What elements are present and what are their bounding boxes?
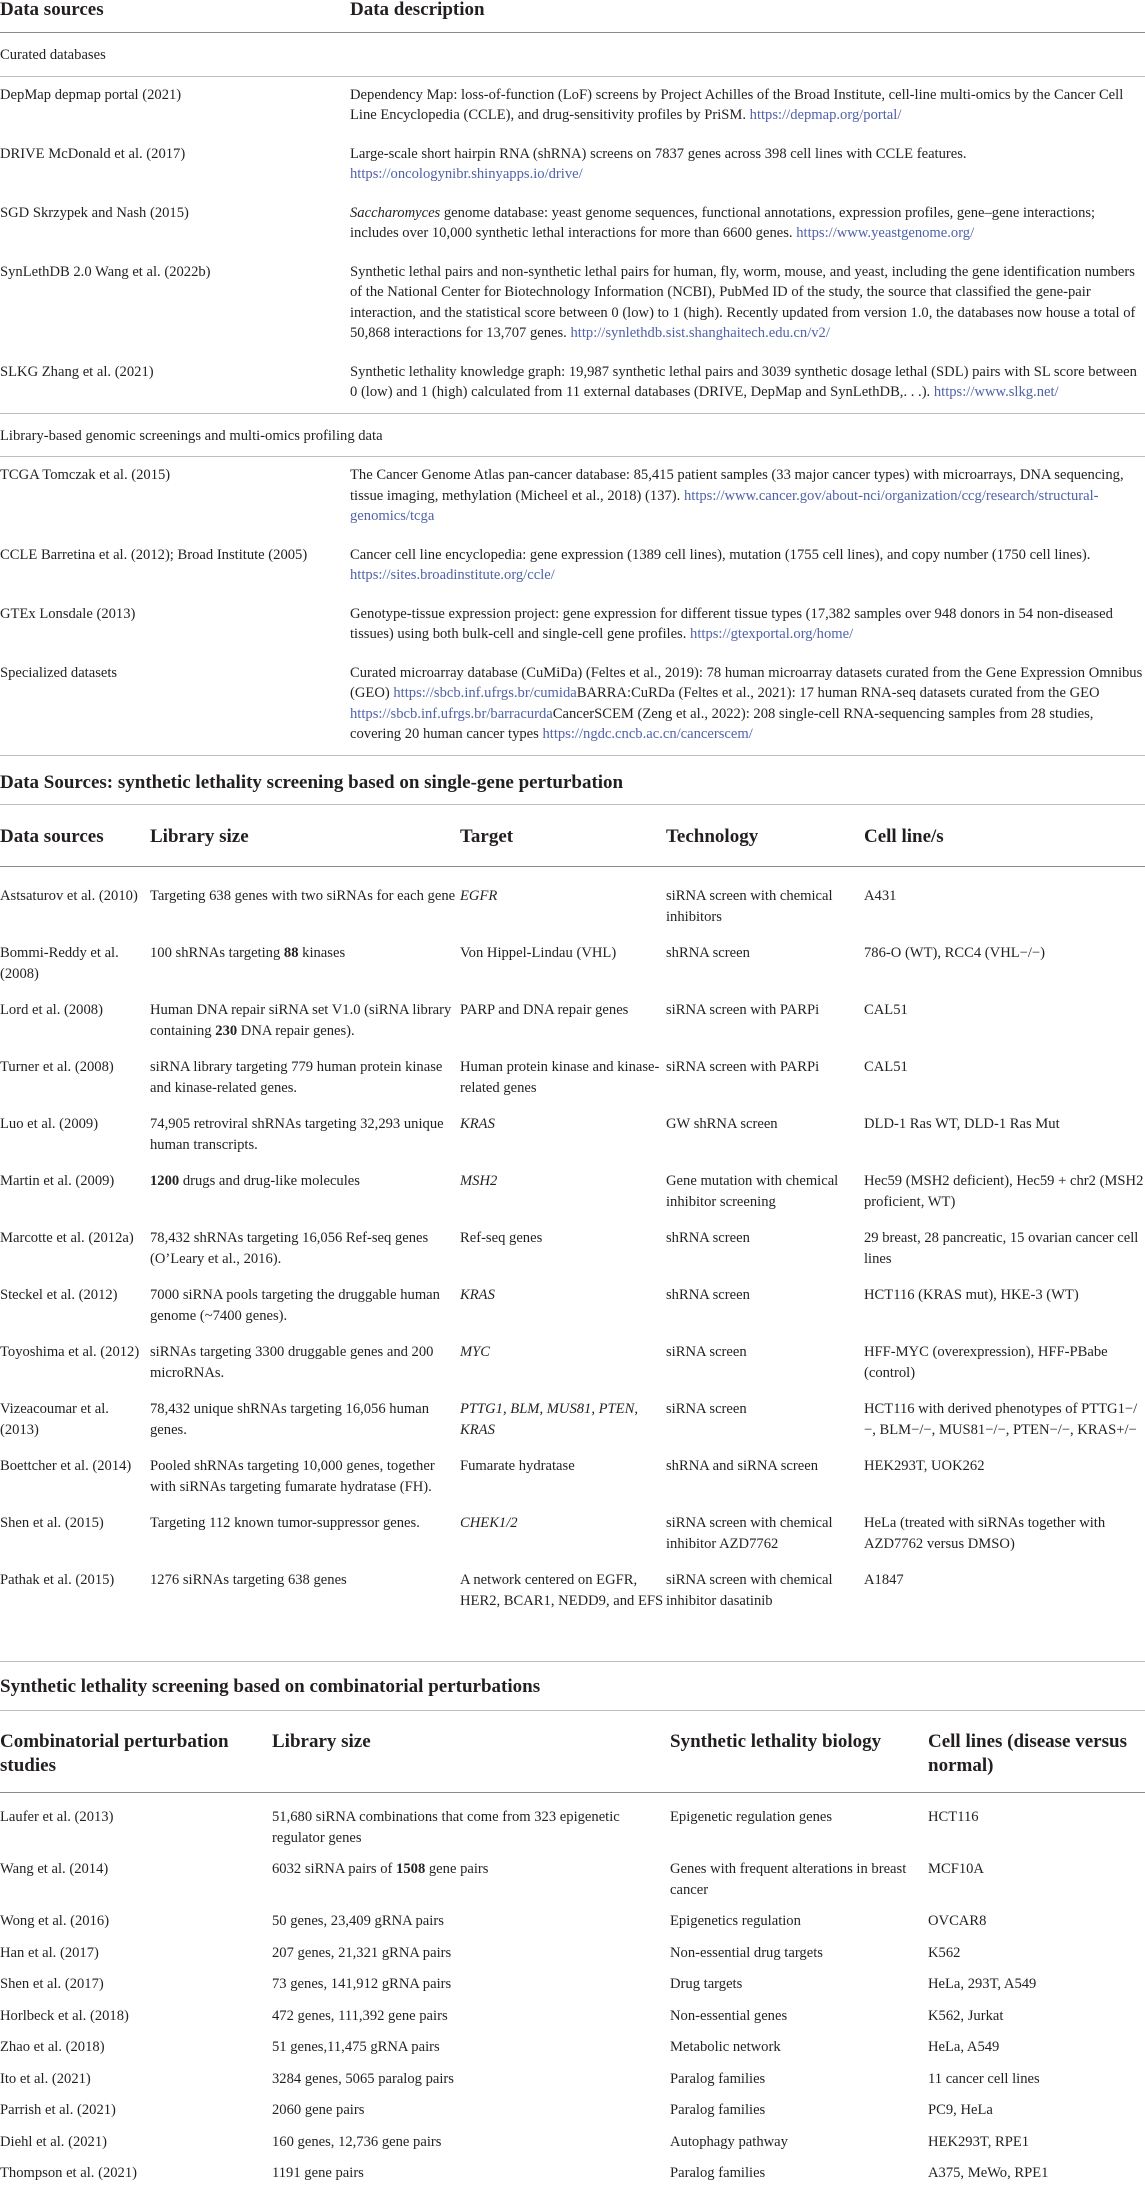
cell-lines-cell: 11 cancer cell lines xyxy=(928,2070,1040,2087)
table-row xyxy=(0,1220,1145,1277)
technology-cell: shRNA screen xyxy=(666,1230,750,1246)
target-cell: KRAS xyxy=(460,1116,495,1132)
header-data-description: Data description xyxy=(350,0,485,20)
table-row xyxy=(0,1937,1145,1969)
divider xyxy=(0,1661,1145,1662)
header-target: Target xyxy=(460,826,514,847)
target-cell: PTTG1, BLM, MUS81, PTEN, KRAS xyxy=(460,1401,638,1438)
cell-lines-cell: A375, MeWo, RPE1 xyxy=(928,2165,1049,2181)
table-row xyxy=(0,992,1145,1049)
cell-lines-cell: A1847 xyxy=(864,1572,904,1588)
header-cell-lines: Cell lines (disease versus normal) xyxy=(928,1731,1127,1776)
technology-cell: Gene mutation with chemical inhibitor screening xyxy=(666,1173,839,1210)
cell-lines-cell: HCT116 with derived phenotypes of PTTG1−/−, BLM−/−, MUS81−/−, PTEN−/−, KRAS+/− xyxy=(864,1401,1138,1438)
target-cell: Fumarate hydratase xyxy=(460,1458,575,1474)
table-row xyxy=(0,2063,1145,2095)
biology-cell: Paralog families xyxy=(670,2070,766,2087)
biology-cell: Genes with frequent alterations in breast cancer xyxy=(670,1861,907,1898)
description-cell xyxy=(350,537,1145,596)
source-cell: Steckel et al. (2012) xyxy=(0,1287,118,1303)
source-cell: TCGA Tomczak et al. (2015) xyxy=(0,467,171,483)
source-link[interactable]: https://sbcb.inf.ufrgs.br/cumida xyxy=(393,685,577,701)
table-row xyxy=(0,254,1145,354)
description-cell xyxy=(350,195,1145,254)
target-cell: Ref-seq genes xyxy=(460,1230,543,1246)
library-cell: 472 genes, 111,392 gene pairs xyxy=(272,2007,448,2024)
source-link[interactable]: https://www.yeastgenome.org/ xyxy=(796,225,975,241)
description-text: Synthetic lethal pairs and non-synthetic lethal pairs for human, fly, worm, mouse, and yeast, including the gene identification numbers of the National Center for Biotechnology Information (NCBI), PubMed ID of the study, the source that classified the gene-pair interaction, and the statistical score between 0 (low) to 1 (high). Recently updated from version 1.0, the databases now house a total of 50,868 interactions for 13,707 genes. xyxy=(350,263,1136,341)
cell-lines-cell: CAL51 xyxy=(864,1059,908,1075)
library-cell: 2060 gene pairs xyxy=(272,2102,365,2118)
technology-cell: shRNA screen xyxy=(666,945,750,961)
source-cell: Pathak et al. (2015) xyxy=(0,1572,115,1588)
target-cell: MSH2 xyxy=(460,1173,498,1189)
study-cell: Wong et al. (2016) xyxy=(0,1913,110,1929)
cell-lines-cell: 29 breast, 28 pancreatic, 15 ovarian cancer cell lines xyxy=(864,1230,1139,1267)
technology-cell: siRNA screen with chemical inhibitor dasatinib xyxy=(666,1572,833,1609)
cell-lines-cell: HEK293T, UOK262 xyxy=(864,1458,985,1474)
description-cell xyxy=(350,457,1145,537)
source-cell: Bommi-Reddy et al. (2008) xyxy=(0,945,119,982)
source-cell: Shen et al. (2015) xyxy=(0,1515,104,1531)
section-row xyxy=(0,413,1145,457)
technology-cell: siRNA screen xyxy=(666,1344,747,1360)
cell-lines-cell: A431 xyxy=(864,888,897,904)
library-cell: 51 genes,11,475 gRNA pairs xyxy=(272,2039,440,2055)
cell-lines-cell: HeLa, 293T, A549 xyxy=(928,1976,1037,1992)
biology-cell: Epigenetic regulation genes xyxy=(670,1809,833,1825)
library-cell: 6032 siRNA pairs of 1508 gene pairs xyxy=(272,1861,489,1877)
source-cell: Toyoshima et al. (2012) xyxy=(0,1344,140,1360)
header-data-sources: Data sources xyxy=(0,0,104,20)
description-text: Large-scale short hairpin RNA (shRNA) screens on 7837 genes across 398 cell lines with CCLE features. xyxy=(350,145,967,162)
library-cell: 1200 drugs and drug-like molecules xyxy=(150,1173,360,1189)
cell-lines-cell: 786-O (WT), RCC4 (VHL−/−) xyxy=(864,945,1046,961)
library-cell: Human DNA repair siRNA set V1.0 (siRNA library containing 230 DNA repair genes). xyxy=(150,1002,452,1039)
source-cell: Astsaturov et al. (2010) xyxy=(0,888,138,904)
biology-cell: Non-essential drug targets xyxy=(670,1944,823,1961)
table-row xyxy=(0,935,1145,992)
cell-lines-cell: DLD-1 Ras WT, DLD-1 Ras Mut xyxy=(864,1116,1060,1132)
header-library-size: Library size xyxy=(272,1731,371,1752)
source-link[interactable]: https://www.slkg.net/ xyxy=(933,384,1059,400)
study-cell: Diehl et al. (2021) xyxy=(0,2133,107,2150)
study-cell: Horlbeck et al. (2018) xyxy=(0,2007,129,2024)
biology-cell: Paralog families xyxy=(670,2165,766,2181)
cell-lines-cell: CAL51 xyxy=(864,1002,908,1018)
data-sources-table xyxy=(0,0,1145,756)
table-row xyxy=(0,1106,1145,1163)
library-cell: Targeting 112 known tumor-suppressor genes. xyxy=(150,1515,420,1531)
source-cell: DepMap depmap portal (2021) xyxy=(0,86,182,103)
technology-cell: siRNA screen with PARPi xyxy=(666,1059,820,1075)
library-cell: 100 shRNAs targeting 88 kinases xyxy=(150,945,346,961)
source-link[interactable]: https://oncologynibr.shinyapps.io/drive/ xyxy=(350,166,583,182)
cell-lines-cell: Hec59 (MSH2 deficient), Hec59 + chr2 (MSH2 proficient, WT) xyxy=(864,1173,1144,1210)
technology-cell: siRNA screen with PARPi xyxy=(666,1002,820,1018)
table-row xyxy=(0,136,1145,195)
source-cell: CCLE Barretina et al. (2012); Broad Institute (2005) xyxy=(0,546,308,563)
cell-lines-cell: PC9, HeLa xyxy=(928,2102,993,2118)
source-link[interactable]: https://sbcb.inf.ufrgs.br/barracurda xyxy=(350,705,553,722)
description-text: Cancer cell line encyclopedia: gene expression (1389 cell lines), mutation (1755 cell lines), and copy number (1750 cell lines). xyxy=(350,546,1091,563)
study-cell: Zhao et al. (2018) xyxy=(0,2039,105,2055)
source-cell: SLKG Zhang et al. (2021) xyxy=(0,363,154,380)
library-cell: 7000 siRNA pools targeting the druggable human genome (~7400 genes). xyxy=(150,1287,440,1324)
source-cell: Luo et al. (2009) xyxy=(0,1116,99,1132)
target-cell: PARP and DNA repair genes xyxy=(460,1002,629,1018)
cell-lines-cell: HCT116 xyxy=(928,1809,979,1825)
source-link[interactable]: https://gtexportal.org/home/ xyxy=(690,626,854,642)
biology-cell: Paralog families xyxy=(670,2102,766,2118)
target-cell: Von Hippel-Lindau (VHL) xyxy=(460,945,617,961)
source-cell: GTEx Lonsdale (2013) xyxy=(0,605,136,622)
study-cell: Ito et al. (2021) xyxy=(0,2070,91,2087)
table-row xyxy=(0,2031,1145,2063)
description-cell xyxy=(350,136,1145,195)
library-cell: 1276 siRNAs targeting 638 genes xyxy=(150,1572,347,1588)
description-cell xyxy=(350,596,1145,655)
table-row xyxy=(0,1334,1145,1391)
source-cell: Martin et al. (2009) xyxy=(0,1173,115,1189)
technology-cell: GW shRNA screen xyxy=(666,1116,778,1132)
cell-lines-cell: K562 xyxy=(928,1944,961,1961)
description-text: CancerSCEM (Zeng et al., 2022): 208 single-cell RNA-sequencing samples from 28 studies, covering 20 human cancer types xyxy=(350,705,1094,742)
divider xyxy=(0,1710,1145,1711)
source-cell: Boettcher et al. (2014) xyxy=(0,1458,132,1474)
biology-cell: Autophagy pathway xyxy=(670,2133,788,2150)
table-row xyxy=(0,1968,1145,2000)
library-cell: 50 genes, 23,409 gRNA pairs xyxy=(272,1913,444,1929)
target-cell: A network centered on EGFR, HER2, BCAR1, NEDD9, and EFS xyxy=(460,1572,664,1609)
library-cell: 207 genes, 21,321 gRNA pairs xyxy=(272,1944,452,1961)
library-cell: 73 genes, 141,912 gRNA pairs xyxy=(272,1976,452,1992)
technology-cell: siRNA screen with chemical inhibitors xyxy=(666,888,833,925)
cell-lines-cell: K562, Jurkat xyxy=(928,2007,1004,2024)
source-cell: Marcotte et al. (2012a) xyxy=(0,1230,134,1246)
description-text: BARRA:CuRDa (Feltes et al., 2021): 17 human RNA-seq datasets curated from the GEO xyxy=(576,685,1100,701)
table-row xyxy=(0,195,1145,254)
table-row xyxy=(0,1793,1145,1854)
source-link[interactable]: https://depmap.org/portal/ xyxy=(749,107,902,123)
target-cell: Human protein kinase and kinase-related genes xyxy=(460,1059,660,1096)
table-row xyxy=(0,2000,1145,2032)
header-studies: Combinatorial perturbation studies xyxy=(0,1731,229,1776)
library-cell: 51,680 siRNA combinations that come from 323 epigenetic regulator genes xyxy=(272,1809,620,1846)
study-cell: Parrish et al. (2021) xyxy=(0,2102,116,2118)
biology-cell: Epigenetics regulation xyxy=(670,1913,801,1929)
combinatorial-table-title: Synthetic lethality screening based on combinatorial perturbations xyxy=(0,1676,541,1697)
header-data-sources: Data sources xyxy=(0,826,104,847)
description-italic: Saccharomyces xyxy=(350,204,441,221)
study-cell: Wang et al. (2014) xyxy=(0,1861,109,1877)
description-cell xyxy=(350,76,1145,136)
divider xyxy=(0,866,1145,867)
table-row xyxy=(0,354,1145,414)
library-cell: siRNA library targeting 779 human protein kinase and kinase-related genes. xyxy=(150,1059,443,1096)
biology-cell: Metabolic network xyxy=(670,2039,781,2055)
table-row xyxy=(0,596,1145,655)
study-cell: Han et al. (2017) xyxy=(0,1944,99,1961)
table-row xyxy=(0,1505,1145,1562)
technology-cell: siRNA screen xyxy=(666,1401,747,1417)
table-row xyxy=(0,76,1145,136)
table-row xyxy=(0,2126,1145,2158)
study-cell: Laufer et al. (2013) xyxy=(0,1809,114,1825)
cell-lines-cell: HCT116 (KRAS mut), HKE-3 (WT) xyxy=(864,1287,1079,1303)
description-cell xyxy=(350,254,1145,354)
technology-cell: shRNA screen xyxy=(666,1287,750,1303)
table-row xyxy=(0,878,1145,935)
combinatorial-table xyxy=(0,1730,1145,2189)
cell-lines-cell: OVCAR8 xyxy=(928,1913,987,1929)
biology-cell: Drug targets xyxy=(670,1976,743,1992)
header-library-size: Library size xyxy=(150,826,249,847)
table-row xyxy=(0,2157,1145,2189)
description-text: genome database: yeast genome sequences, functional annotations, expression profiles, gene–gene interactions; includes over 10,000 synthetic lethal interactions for more than 6600 genes. xyxy=(350,204,1096,241)
target-cell: EGFR xyxy=(460,888,498,904)
target-cell: CHEK1/2 xyxy=(460,1515,518,1531)
library-cell: 1191 gene pairs xyxy=(272,2165,364,2181)
table-row xyxy=(0,655,1145,756)
library-cell: 3284 genes, 5065 paralog pairs xyxy=(272,2070,454,2087)
table-row xyxy=(0,1391,1145,1448)
description-cell xyxy=(350,354,1145,414)
table-row xyxy=(0,1277,1145,1334)
header-technology: Technology xyxy=(666,826,759,847)
table-row xyxy=(0,2094,1145,2126)
source-cell: DRIVE McDonald et al. (2017) xyxy=(0,145,186,162)
source-cell: Turner et al. (2008) xyxy=(0,1059,114,1075)
source-cell: Vizeacoumar et al. (2013) xyxy=(0,1401,109,1438)
table-row xyxy=(0,537,1145,596)
table-row xyxy=(0,1853,1145,1905)
target-cell: KRAS xyxy=(460,1287,495,1303)
header-biology: Synthetic lethality biology xyxy=(670,1731,882,1752)
description-text: Genotype-tissue expression project: gene expression for different tissue types (17,382 samples over 948 donors in 54 non-diseased tissues) using both bulk-cell and single-cell gene profiles. xyxy=(350,605,1113,642)
description-text: The Cancer Genome Atlas pan-cancer database: 85,415 patient samples (33 major cancer types) with microarrays, DNA sequencing, tissue imaging, methylation (Micheel et al., 2018) (137). xyxy=(350,467,1124,504)
table-row xyxy=(0,1049,1145,1106)
cell-lines-cell: HeLa (treated with siRNAs together with AZD7762 versus DMSO) xyxy=(864,1515,1106,1552)
source-link[interactable]: https://ngdc.cncb.ac.cn/cancerscem/ xyxy=(542,726,753,742)
source-cell: Specialized datasets xyxy=(0,664,118,681)
section-title: Curated databases xyxy=(0,47,106,63)
source-link[interactable]: https://sites.broadinstitute.org/ccle/ xyxy=(350,567,555,583)
section-title: Library-based genomic screenings and multi-omics profiling data xyxy=(0,427,383,444)
study-cell: Thompson et al. (2021) xyxy=(0,2165,137,2181)
single-gene-header-row xyxy=(0,826,1145,854)
table-row xyxy=(0,1163,1145,1220)
library-cell: siRNAs targeting 3300 druggable genes and 200 microRNAs. xyxy=(150,1344,434,1381)
header-cell-lines: Cell line/s xyxy=(864,826,944,847)
description-text: Dependency Map: loss-of-function (LoF) screens by Project Achilles of the Broad Institute, cell-line multi-omics by the Cancer Cell Line Encyclopedia (CCLE), and drug-sensitivity profiles by PriSM. xyxy=(350,86,1124,123)
technology-cell: shRNA and siRNA screen xyxy=(666,1458,819,1474)
table-row xyxy=(0,1905,1145,1937)
library-cell: 78,432 shRNAs targeting 16,056 Ref-seq genes (O’Leary et al., 2016). xyxy=(150,1230,429,1267)
technology-cell: siRNA screen with chemical inhibitor AZD7762 xyxy=(666,1515,833,1552)
source-link[interactable]: http://synlethdb.sist.shanghaitech.edu.cn/v2/ xyxy=(570,325,830,341)
source-cell: Lord et al. (2008) xyxy=(0,1002,103,1018)
section-row xyxy=(0,33,1145,77)
cell-lines-cell: HeLa, A549 xyxy=(928,2039,1000,2055)
description-text: Synthetic lethality knowledge graph: 19,987 synthetic lethal pairs and 3039 synthetic dosage lethal (SDL) pairs with SL score between 0 (low) and 1 (high) calculated from 11 external databases (DRIVE, DepMap and SynLethDB,. . .). xyxy=(350,363,1137,400)
source-cell: SGD Skrzypek and Nash (2015) xyxy=(0,204,189,221)
table-row xyxy=(0,1448,1145,1505)
cell-lines-cell: HFF-MYC (overexpression), HFF-PBabe (control) xyxy=(864,1344,1108,1381)
cell-lines-cell: HEK293T, RPE1 xyxy=(928,2133,1030,2150)
single-gene-table-title: Data Sources: synthetic lethality screening based on single-gene perturbation xyxy=(0,772,624,793)
biology-cell: Non-essential genes xyxy=(670,2007,788,2024)
table-row xyxy=(0,1562,1145,1619)
divider xyxy=(0,804,1145,805)
source-link[interactable]: https://www.cancer.gov/about-nci/organization/ccg/research/structural-genomics/tcga xyxy=(350,487,1099,524)
cell-lines-cell: MCF10A xyxy=(928,1861,984,1877)
source-cell: SynLethDB 2.0 Wang et al. (2022b) xyxy=(0,263,211,280)
table-row xyxy=(0,457,1145,537)
library-cell: 78,432 unique shRNAs targeting 16,056 human genes. xyxy=(150,1401,430,1438)
description-text: Curated microarray database (CuMiDa) (Feltes et al., 2019): 78 human microarray datasets curated from the Gene Expression Omnibus (GEO) xyxy=(350,664,1143,701)
library-cell: 160 genes, 12,736 gene pairs xyxy=(272,2133,442,2150)
library-cell: Pooled shRNAs targeting 10,000 genes, together with siRNAs targeting fumarate hydratase (FH). xyxy=(150,1458,435,1495)
library-cell: 74,905 retroviral shRNAs targeting 32,293 unique human transcripts. xyxy=(150,1116,444,1153)
description-cell xyxy=(350,655,1145,756)
library-cell: Targeting 638 genes with two siRNAs for each gene xyxy=(150,888,456,904)
target-cell: MYC xyxy=(460,1344,491,1360)
study-cell: Shen et al. (2017) xyxy=(0,1976,104,1992)
single-gene-table xyxy=(0,878,1145,1619)
